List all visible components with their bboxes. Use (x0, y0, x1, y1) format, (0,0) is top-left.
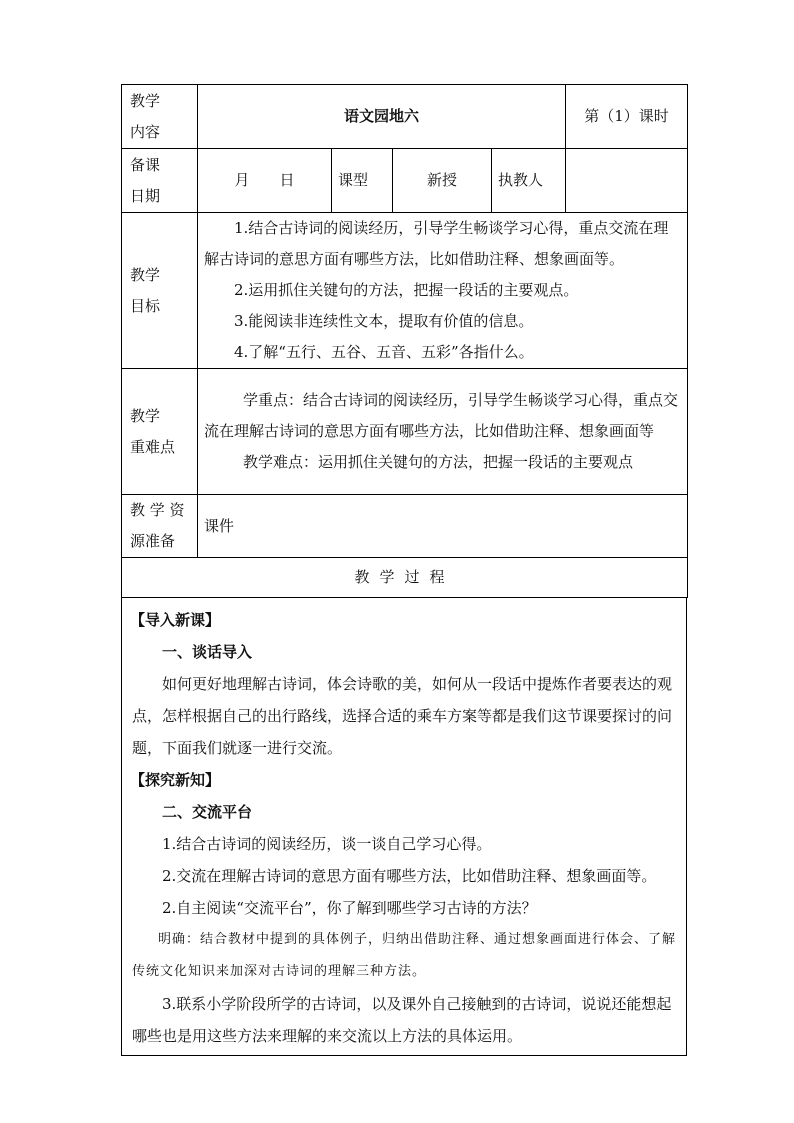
explore-line-1: 1.结合古诗词的阅读经历，谈一谈自己学习心得。 (162, 835, 492, 853)
teaching-process (121, 598, 687, 1056)
key-points-content (198, 369, 688, 495)
process-title-row (122, 558, 688, 598)
goals-label (122, 213, 198, 369)
explore-line-4: 3.联系小学阶段所学的古诗词，以及课外自己接触到的古诗词，说说还能想起哪些也是用这些方法来理解的来交流以上方法的具体运用。 (132, 995, 672, 1045)
lesson-title: 语文园地六 (198, 85, 566, 149)
content-row (122, 85, 688, 149)
explore-line-2: 2.交流在理解古诗词的意思方面有哪些方法，比如借助注释、想象画面等。 (162, 867, 657, 885)
section-intro-text: 如何更好地理解古诗词，体会诗歌的美，如何从一段话中提炼作者要表达的观点，怎样根据自己的出行路线，选择合适的乘车方案等都是我们这节课要探讨的问题，下面我们就逐一进行交流。 (132, 675, 673, 757)
goal-item-3: 3.能阅读非连续性文本，提取有价值的信息。 (234, 312, 534, 330)
teacher-label: 执教人 (492, 149, 566, 213)
goal-item-4: 4.了解“五行、五谷、五音、五彩”各指什么。 (234, 343, 534, 361)
section-explore-heading: 【探究新知】 (130, 771, 221, 789)
section-intro-subheading: 一、谈话导入 (162, 643, 253, 661)
goals-label-line2: 目标 (130, 296, 161, 315)
resources-value: 课件 (198, 495, 688, 558)
section-intro-heading: 【导入新课】 (130, 611, 221, 629)
goals-label-line1: 教学 (130, 265, 161, 284)
lesson-period: 第（1）课时 (566, 85, 688, 149)
key-points-row (122, 369, 688, 495)
date-row (122, 149, 688, 213)
explore-note: 明确：结合教材中提到的具体例子，归纳出借助注释、通过想象画面进行体会、了解传统文化知识来加深对古诗词的理解三种方法。 (132, 932, 677, 979)
section-explore-subheading: 二、交流平台 (162, 803, 253, 821)
type-value: 新授 (393, 149, 492, 213)
resources-label-line1: 教 学 资 (130, 501, 185, 519)
goals-row (122, 213, 688, 369)
key-points-label-line1: 教学 (130, 406, 161, 425)
type-label: 课型 (332, 149, 393, 213)
lesson-info-table (121, 84, 688, 598)
teacher-value (566, 149, 688, 213)
content-label-line1: 教学 (130, 91, 161, 110)
goals-content (198, 213, 688, 369)
date-label (122, 149, 198, 213)
key-points-label-line2: 重难点 (130, 437, 176, 456)
date-value: 月 日 (198, 149, 332, 213)
process-title: 教学过程 (122, 558, 688, 598)
key-points-label (122, 369, 198, 495)
goal-item-1: 1.结合古诗词的阅读经历，引导学生畅谈学习心得，重点交流在理解古诗词的意思方面有哪些方法，比如借助注释、想象画面等。 (204, 219, 669, 268)
key-difficulty: 教学难点：运用抓住关键句的方法，把握一段话的主要观点 (243, 453, 634, 471)
content-label-line2: 内容 (130, 122, 161, 141)
resources-row (122, 495, 688, 558)
explore-line-3: 2.自主阅读“交流平台”，你了解到哪些学习古诗的方法？ (162, 899, 537, 917)
resources-label (122, 495, 198, 558)
content-label (122, 85, 198, 149)
key-focus: 学重点：结合古诗词的阅读经历，引导学生畅谈学习心得，重点交流在理解古诗词的意思方面有哪些方法，比如借助注释、想象画面等 (204, 391, 679, 440)
resources-label-line2: 源准备 (130, 532, 176, 550)
goal-item-2: 2.运用抓住关键句的方法，把握一段话的主要观点。 (234, 281, 579, 299)
date-label-line1: 备课 (130, 155, 161, 174)
date-label-line2: 日期 (130, 186, 161, 205)
